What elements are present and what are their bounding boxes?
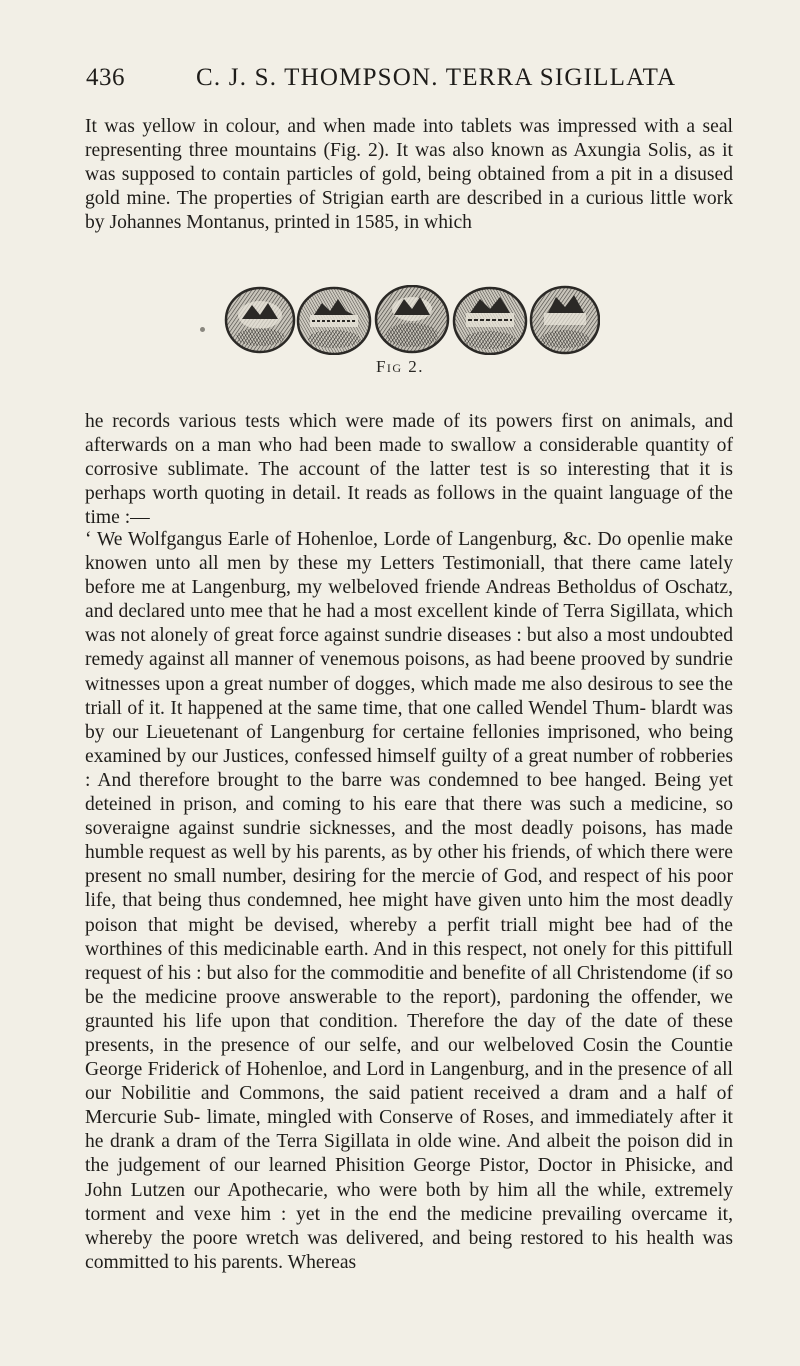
page-header [86, 64, 746, 96]
paragraph-1-text: It was yellow in colour, and when made into tablets was impressed with a seal representing three mountains (Fig. 2). It was also known as Axungia Solis, as it was supposed to contain particles of gold, being obtained from a pit in a disused gold mine. The properties of Strigian earth are described in a curious little work by Johannes Montanus, printed in 1585, in which [85, 116, 733, 234]
figure-speck [200, 327, 205, 332]
seal-3-icon [376, 286, 448, 352]
seal-impressions-illustration [222, 285, 600, 355]
seal-2-icon [298, 288, 370, 354]
figure-2 [200, 285, 600, 380]
seal-4-icon [454, 288, 526, 354]
page-number: 436 [86, 64, 125, 91]
quotation-paragraph [85, 528, 733, 1275]
paragraph-1 [85, 115, 733, 235]
paragraph-2 [85, 410, 733, 530]
running-head: C. J. S. THOMPSON. TERRA SIGILLATA [196, 64, 677, 91]
paragraph-3-text: ‘ We Wolfgangus Earle of Hohenloe, Lorde of Langenburg, &c. Do openlie make knowen unto all men by these my Letters Testimoniall, that there came lately before me at Langenburg, my welbeloved friende Andreas Betholdus of Oschatz, and declared unto mee that he had a most excellent kinde of Terra Sigillata, which was not alonely of great force against sundrie diseases : but also a most undoubted remedy against all manner of venemous poisons, as had beene prooved by sundrie witnesses upon a great number of dogges, which made me also desirous to see the triall of it. It happened at the same time, that one called Wendel Thum- blardt was by our Lieuetenant of Langenburg for certaine fellonies imprisoned, who being examined by our Justices, confessed himself guilty of a great number of robberies : And therefore brought to the barre was condemned to bee hanged. Being yet deteined in prison, and coming to his eare that there was such a medicine, so soveraigne against sundrie sicknesses, and the most deadly poisons, has made humble request as well by his parents, as by other his friends, of which there were present no small number, desiring for the mercie of God, and respect of his poor life, that being thus condemned, hee might have given unto him the most deadly poison that might be devised, whereby a perfit triall might bee had of the worthines of this medicinable earth. And in this respect, not onely for this pittifull request of his : but also for the commoditie and benefite of all Christendome (if so be the medicine proove answerable to the report), pardoning the offender, we graunted his life upon that condition. Therefore the day of the date of these presents, in the presence of our selfe, and our welbeloved Cosin the Countie George Friderick of Hohenloe, and Lord in Langenburg, and in the presence of all our Nobilitie and Commons, the said patient received a dram and a half of Mercurie Sub- limate, mingled with Conserve of Roses, and immediately after it he drank a dram of the Terra Sigillata in olde wine. And albeit the poison did in the judgement of our learned Phisition George Pistor, Doctor in Phisicke, and John Lutzen our Apothecarie, who were both by him all the while, extremely torment and vexe him : yet in the end the medicine prevailing overcame it, whereby the poore wretch was delivered, and being restored to his health was committed to his parents. Whereas [85, 529, 733, 1273]
seal-5-icon [531, 287, 599, 353]
paragraph-2-text: he records various tests which were made of its powers first on animals, and afterwards on a man who had been made to swallow a considerable quantity of corrosive sublimate. The account of the latter test is so interesting that it is perhaps worth quoting in detail. It reads as follows in the quaint language of the time :— [85, 411, 733, 529]
seal-1-icon [226, 288, 294, 352]
figure-caption: Fig 2. [375, 357, 425, 376]
